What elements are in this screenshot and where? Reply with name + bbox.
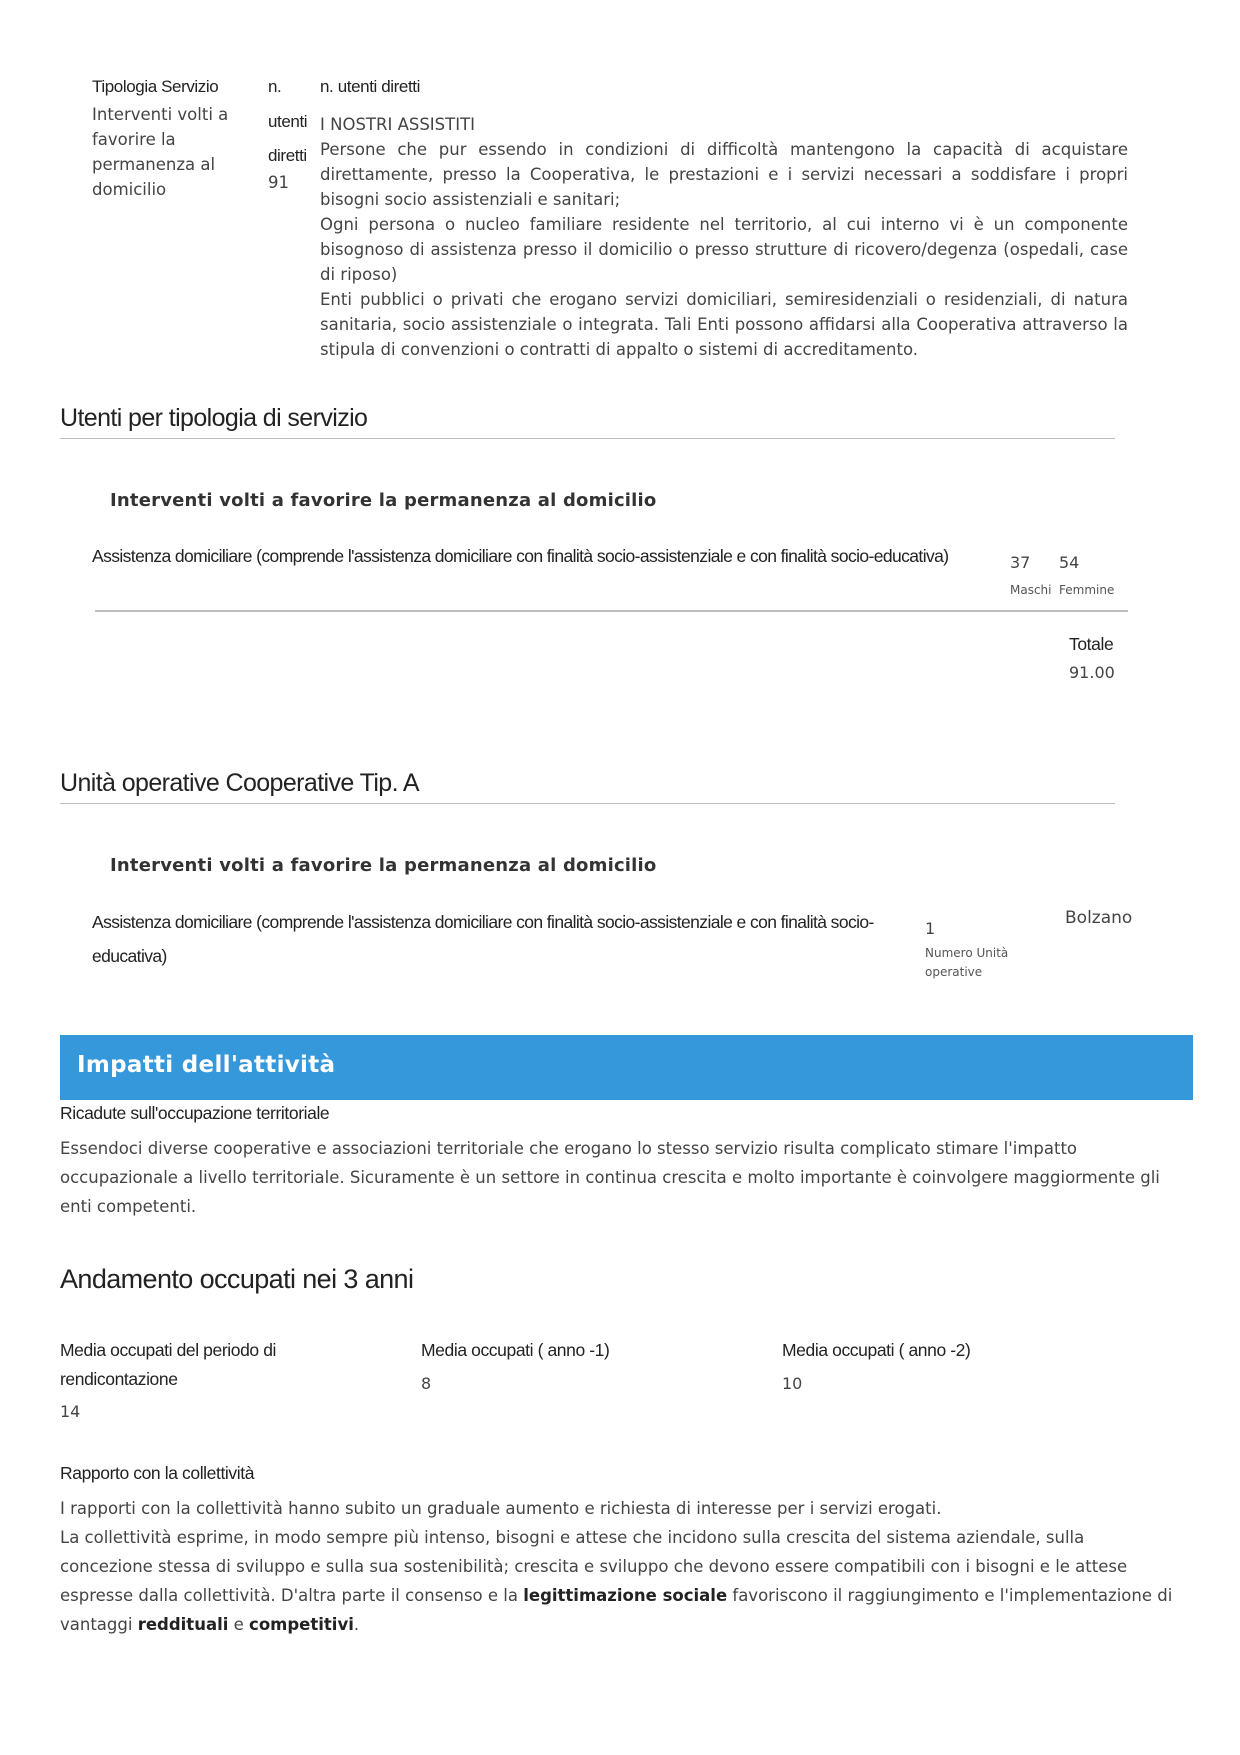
rapporto-line-2: La collettività esprime, in modo sempre più intenso, bisogni e attese che incidono sulla crescita del sistema aziendale, sulla — [60, 1528, 1085, 1547]
assistiti-title: I NOSTRI ASSISTITI — [320, 115, 476, 134]
utenti-diretti-value: 91 — [268, 173, 289, 192]
ricadute-line-2: occupazionale a livello territoriale. Sicuramente è un settore in continua crescita e molto importante è coinvolgere maggiormente gli — [60, 1168, 1160, 1187]
femmine-label: Femmine — [1059, 583, 1115, 597]
andamento-col2-value: 8 — [421, 1374, 432, 1393]
unita-subtitle: Interventi volti a favorire la permanenza al domicilio — [110, 855, 657, 876]
totale-value: 91.00 — [1069, 663, 1115, 682]
col-header-utenti-diretti: n. utenti diretti — [320, 77, 420, 96]
col-header-n-line3: diretti — [268, 146, 307, 165]
andamento-col1-label-line1: Media occupati del periodo di — [60, 1340, 277, 1360]
section-title-utenti: Utenti per tipologia di servizio — [60, 404, 368, 432]
rapporto-title: Rapporto con la collettività — [60, 1463, 255, 1483]
ricadute-line-1: Essendoci diverse cooperative e associazioni territoriale che erogano lo stesso servizio risulta complicato stimare l'impatto — [60, 1139, 1078, 1158]
competitivi: competitivi — [249, 1615, 354, 1634]
maschi-label: Maschi — [1010, 583, 1052, 597]
tipologia-value: Interventi volti a favorire la permanenza al domicilio — [92, 105, 229, 199]
andamento-col3-value: 10 — [782, 1374, 803, 1393]
andamento-col3-label: Media occupati ( anno -2) — [782, 1340, 971, 1360]
unita-service-line1: Assistenza domiciliare (comprende l'assistenza domiciliare con finalità socio-assistenziale e con finalità socio- — [92, 912, 874, 932]
unita-service-line2: educativa) — [92, 946, 167, 966]
ricadute-title: Ricadute sull'occupazione territoriale — [60, 1103, 330, 1123]
col-header-n-line1: n. — [268, 77, 282, 96]
ricadute-text — [60, 1134, 1180, 1221]
col-header-tipologia: Tipologia Servizio — [92, 77, 219, 96]
section-divider — [60, 438, 1115, 439]
maschi-value: 37 — [1010, 553, 1031, 572]
unita-count-value: 1 — [925, 919, 936, 938]
rapporto-line-5 — [60, 1610, 1180, 1639]
andamento-col1-value: 14 — [60, 1402, 81, 1421]
andamento-col1-label-line2: rendicontazione — [60, 1369, 178, 1389]
rapporto-line4-text: espresse dalla collettività. D'altra parte il consenso e la — [60, 1586, 524, 1605]
impatti-banner — [60, 1035, 1193, 1100]
assistiti-description — [320, 112, 1128, 362]
rapporto-text — [60, 1494, 1180, 1639]
assistiti-para-3: Enti pubblici o privati che erogano servizi domiciliari, semiresidenziali o residenziali, di natura sanitaria, socio assistenziale o integrata. Tali Enti possono affidarsi alla Cooperativa attraverso la stipula di convenzioni o contratti di appalto o sistemi di accreditamento. — [320, 290, 1128, 359]
row-divider — [95, 610, 1128, 612]
unita-count-label-2: operative — [925, 965, 983, 979]
unita-count-label-1: Numero Unità — [925, 946, 1009, 960]
rapporto-line5-text: . — [353, 1615, 360, 1634]
totale-label: Totale — [1069, 634, 1114, 654]
rapporto-line5-text: e — [228, 1615, 250, 1634]
section-divider — [60, 803, 1115, 804]
ricadute-line-3: enti competenti. — [60, 1197, 197, 1216]
col-header-n-line2: utenti — [268, 112, 308, 131]
andamento-col1-label — [60, 1336, 276, 1394]
rapporto-line-4 — [60, 1581, 1180, 1610]
rapporto-line4-text: favoriscono il raggiungimento e l'implementazione di — [727, 1586, 1173, 1605]
utenti-subtitle: Interventi volti a favorire la permanenza al domicilio — [110, 490, 657, 511]
section-title-andamento: Andamento occupati nei 3 anni — [60, 1264, 414, 1294]
andamento-col2-label: Media occupati ( anno -1) — [421, 1340, 610, 1360]
assistiti-para-2: Ogni persona o nucleo familiare residente nel territorio, al cui interno vi è un componente bisognoso di assistenza presso il domicilio o presso strutture di ricovero/degenza (ospedali, case di riposo) — [320, 215, 1128, 284]
utenti-service-name: Assistenza domiciliare (comprende l'assistenza domiciliare con finalità socio-assistenziale e con finalità socio-educativa) — [92, 546, 949, 566]
assistiti-para-1: Persone che pur essendo in condizioni di difficoltà mantengono la capacità di acquistare direttamente, presso la Cooperativa, le prestazioni e i servizi necessari a soddisfare i propri bisogni socio assistenziali e sanitari; — [320, 140, 1128, 209]
legittimazione-sociale: legittimazione sociale — [523, 1586, 728, 1605]
femmine-value: 54 — [1059, 553, 1080, 572]
rapporto-line-1: I rapporti con la collettività hanno subito un graduale aumento e richiesta di interesse per i servizi erogati. — [60, 1499, 942, 1518]
section-title-unita: Unità operative Cooperative Tip. A — [60, 769, 419, 797]
rapporto-line-3: concezione stessa di sviluppo e sulla sua sostenibilità; crescita e sviluppo che devono essere compatibili con i bisogni e le attese — [60, 1557, 1128, 1576]
reddituali: reddituali — [137, 1615, 229, 1634]
impatti-banner-title: Impatti dell'attività — [77, 1052, 336, 1078]
rapporto-line5-text: vantaggi — [60, 1615, 138, 1634]
unita-location: Bolzano — [1065, 908, 1133, 928]
